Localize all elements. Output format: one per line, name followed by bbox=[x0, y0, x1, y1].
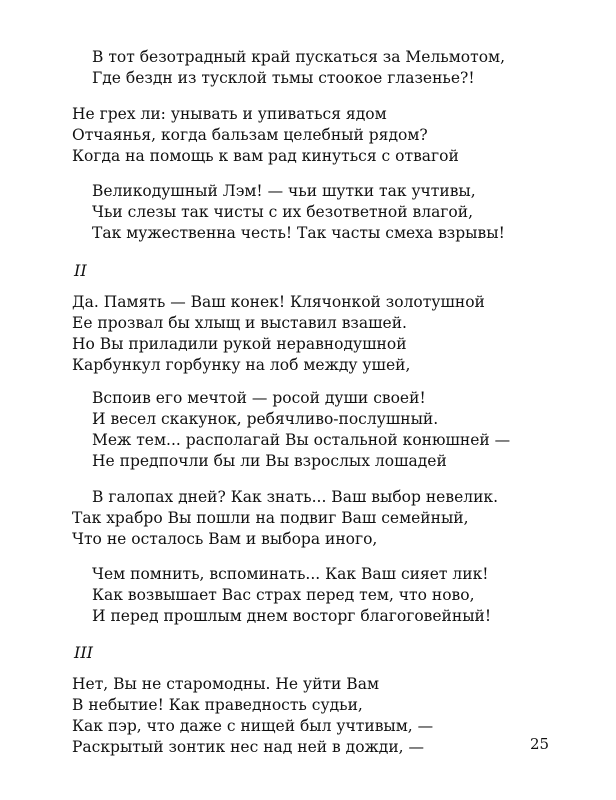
poem-line: Что не осталось Вам и выбора иного, bbox=[72, 530, 378, 548]
poem-line: Отчаянья, когда бальзам целебный рядом? bbox=[72, 126, 428, 144]
poem-line: Где бездн из тусклой тьмы стоокое глазенье?! bbox=[92, 69, 475, 87]
poem-line: И весел скакунок, ребячливо-послушный. bbox=[92, 410, 439, 428]
poem-line: Меж тем... располагай Вы остальной конюшней — bbox=[92, 431, 511, 449]
poem-line: Так мужественна честь! Так часты смеха взрывы! bbox=[92, 224, 505, 242]
poem-line: В тот безотрадный край пускаться за Мельмотом, bbox=[92, 48, 506, 66]
poem-line: Раскрытый зонтик нес над ней в дожди, — bbox=[72, 738, 425, 756]
poem-line: Вспоив его мечтой — росой души своей! bbox=[92, 389, 426, 407]
poem-line: Не предпочли бы ли Вы взрослых лошадей bbox=[92, 452, 447, 470]
poem-line: Но Вы приладили рукой неравнодушной bbox=[72, 335, 407, 353]
poem-line: Так храбро Вы пошли на подвиг Ваш семейный, bbox=[72, 509, 469, 527]
poem-line: Чьи слезы так чисты с их безответной влагой, bbox=[92, 203, 474, 221]
poem-line: Карбункул горбунку на лоб между ушей, bbox=[72, 356, 411, 374]
poem-line: И перед прошлым днем восторг благоговейный! bbox=[92, 607, 492, 625]
poem-line: Как возвышает Вас страх перед тем, что ново, bbox=[92, 586, 475, 604]
poem-line: Великодушный Лэм! — чьи шутки так учтивы, bbox=[92, 182, 476, 200]
poem-line: В небытие! Как праведность судьи, bbox=[72, 696, 363, 714]
poem-line: Нет, Вы не старомодны. Не уйти Вам bbox=[72, 675, 379, 693]
poem-line: Чем помнить, вспоминать... Как Ваш сияет лик! bbox=[92, 565, 489, 583]
poem-line: Не грех ли: унывать и упиваться ядом bbox=[72, 105, 387, 123]
section-heading: II bbox=[74, 261, 87, 280]
poem-line: Да. Память — Ваш конек! Клячонкой золотушной bbox=[72, 293, 485, 311]
poem-line: В галопах дней? Как знать... Ваш выбор невелик. bbox=[92, 488, 499, 506]
poem-line: Как пэр, что даже с нищей был учтивым, — bbox=[72, 717, 434, 735]
page-number: 25 bbox=[530, 735, 550, 753]
poem-line: Когда на помощь к вам рад кинуться с отвагой bbox=[72, 147, 459, 165]
section-heading: III bbox=[74, 643, 93, 662]
poem-line: Ее прозвал бы хлыщ и выставил взашей. bbox=[72, 314, 407, 332]
